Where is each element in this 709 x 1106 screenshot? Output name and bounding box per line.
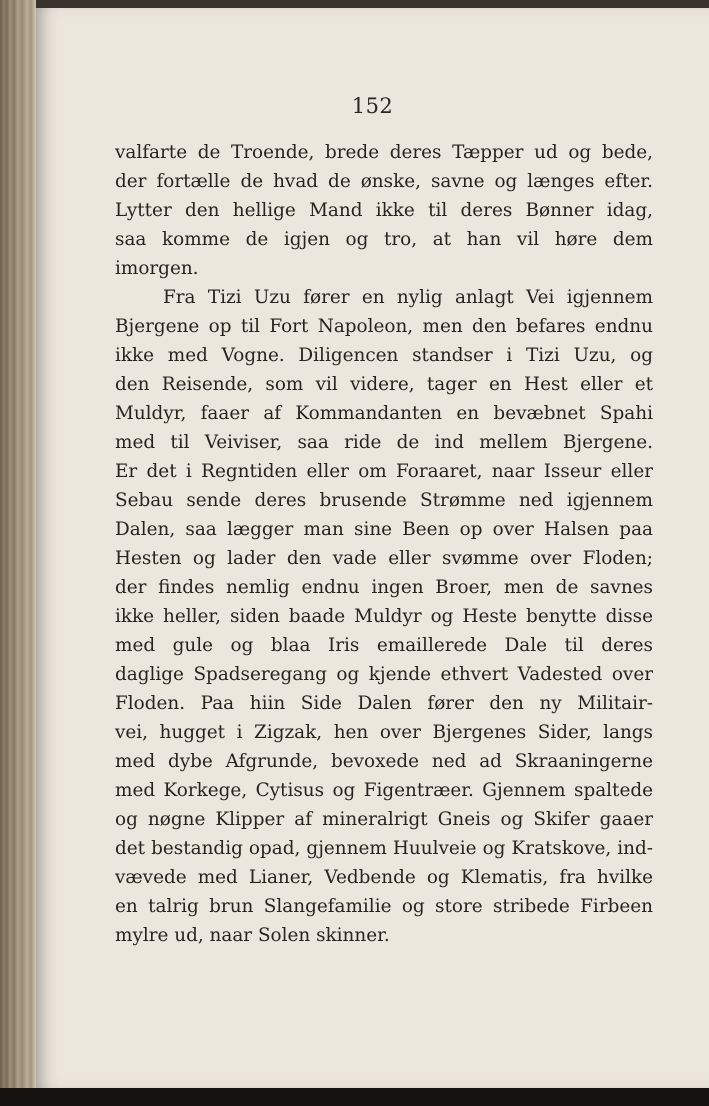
page-stack-edge	[0, 0, 40, 1106]
text-line: og nøgne Klipper af mineralrigt Gneis og Skifer gaaer	[115, 809, 653, 830]
text-line: det bestandig opad, gjennem Huulveie og Kratskove, ind-	[115, 838, 653, 859]
bottom-shadow	[0, 1088, 709, 1106]
text-line: der findes nemlig endnu ingen Broer, men de savnes	[115, 577, 653, 598]
text-line: med Korkege, Cytisus og Figentræer. Gjennem spaltede	[115, 780, 653, 801]
text-line: Dalen, saa lægger man sine Been op over Halsen paa	[115, 519, 653, 540]
top-shadow	[36, 0, 709, 8]
text-line: daglige Spadseregang og kjende ethvert Vadested over	[115, 664, 653, 685]
text-line: Er det i Regntiden eller om Foraaret, naar Isseur eller	[115, 461, 653, 482]
text-line: med gule og blaa Iris emaillerede Dale til deres	[115, 635, 653, 656]
text-line: Sebau sende deres brusende Strømme ned igjennem	[115, 490, 653, 511]
text-line: Floden. Paa hiin Side Dalen fører den ny Militair-	[115, 693, 653, 714]
text-line: med dybe Afgrunde, bevoxede ned ad Skraaningerne	[115, 751, 653, 772]
text-line: Bjergene op til Fort Napoleon, men den befares endnu	[115, 316, 653, 337]
text-line: saa komme de igjen og tro, at han vil høre dem	[115, 229, 653, 250]
text-line: en talrig brun Slangefamilie og store stribede Firbeen	[115, 896, 653, 917]
text-line: ikke med Vogne. Diligencen standser i Tizi Uzu, og	[115, 345, 653, 366]
text-line: imorgen.	[115, 258, 199, 279]
body-text	[115, 138, 653, 950]
text-line: Lytter den hellige Mand ikke til deres Bønner idag,	[115, 200, 653, 221]
text-line: den Reisende, som vil videre, tager en Hest eller et	[115, 374, 653, 395]
text-line-paragraph-start: Fra Tizi Uzu fører en nylig anlagt Vei igjennem	[163, 287, 653, 308]
text-line: ikke heller, siden baade Muldyr og Heste benytte disse	[115, 606, 653, 627]
text-line: der fortælle de hvad de ønske, savne og længes efter.	[115, 171, 653, 192]
text-line: Muldyr, faaer af Kommandanten en bevæbnet Spahi	[115, 403, 653, 424]
text-line: valfarte de Troende, brede deres Tæpper ud og bede,	[115, 142, 653, 163]
text-line: vei, hugget i Zigzak, hen over Bjergenes Sider, langs	[115, 722, 653, 743]
text-line: vævede med Lianer, Vedbende og Klematis, fra hvilke	[115, 867, 653, 888]
text-line: med til Veiviser, saa ride de ind mellem Bjergene.	[115, 432, 653, 453]
text-line: mylre ud, naar Solen skinner.	[115, 925, 390, 946]
text-line: Hesten og lader den vade eller svømme over Floden;	[115, 548, 653, 569]
page-number: 152	[351, 94, 394, 118]
